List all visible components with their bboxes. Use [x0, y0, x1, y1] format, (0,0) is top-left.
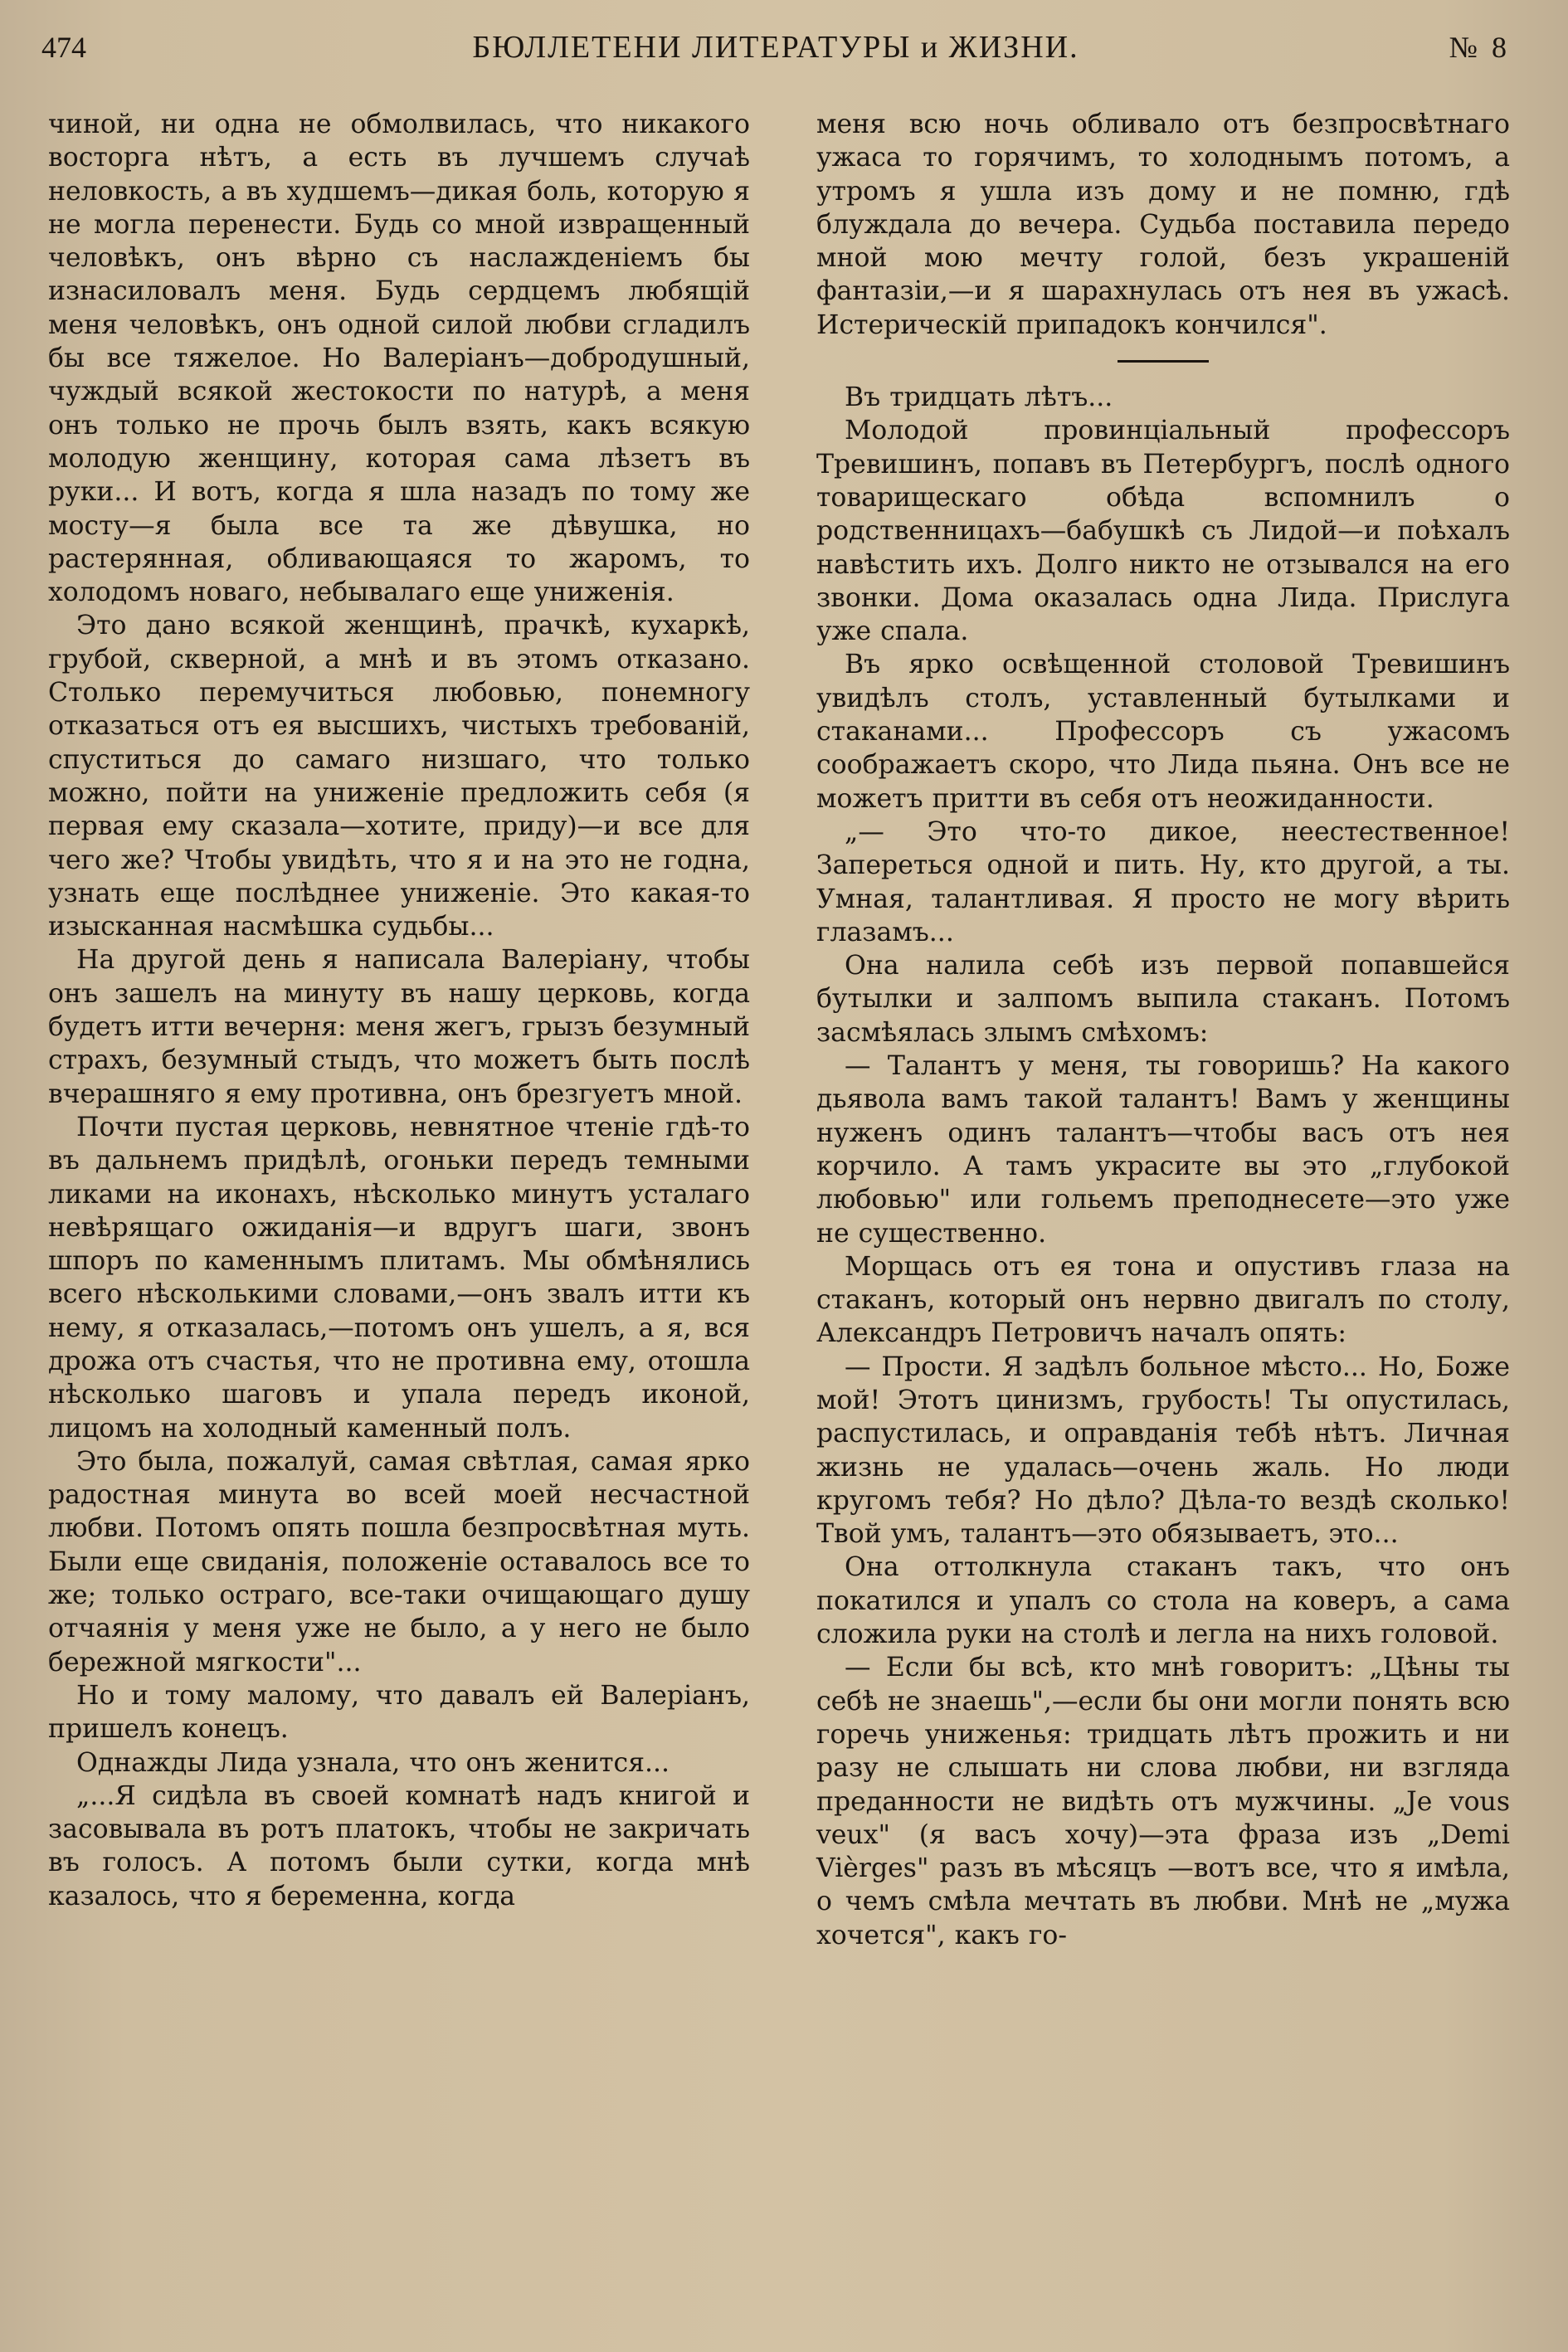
issue-number: № 8 [1449, 31, 1510, 64]
paragraph: Но и тому малому, что давалъ ей Валеріанъ, пришелъ конецъ. [48, 1680, 750, 1745]
page-number: 474 [41, 31, 86, 64]
paragraph: Однажды Лида узнала, что онъ женится... [76, 1747, 670, 1778]
paragraph: — Талантъ у меня, ты говоришь? На какого дьявола вамъ такой талантъ! Вамъ у женщины нуженъ одинъ талантъ—чтобы васъ отъ нея корчило. А тамъ украсите вы это „глубокой любовью" или гольемъ преподнесете—это уже не существенно. [816, 1051, 1510, 1249]
page-header [41, 23, 1510, 71]
section-divider [1118, 360, 1209, 363]
paragraph: Она оттолкнула стаканъ такъ, что онъ покатился и упалъ со стола на коверъ, а сама сложила руки на столѣ и легла на нихъ головой. [816, 1552, 1510, 1650]
paragraph: Это дано всякой женщинѣ, прачкѣ, кухаркѣ, грубой, скверной, а мнѣ и въ этомъ отказано. Столько перемучиться любовью, понемногу отказаться отъ ея высшихъ, чистыхъ требованій, спуститься до самаго низшаго, что только можно, пойти на униженіе предложить себя (я первая ему сказала—хотите, приду)—и все для чего же? Чтобы увидѣть, что я и на это не годна, узнать еще послѣднее униженіе. Это какая-то изысканная насмѣшка судьбы... [48, 611, 750, 942]
paragraph: „...Я сидѣла въ своей комнатѣ надъ книгой и засовывала въ ротъ платокъ, чтобы не закричать въ голосъ. А потомъ были сутки, когда мнѣ казалось, что я беременна, когда [48, 1780, 750, 1911]
paragraph: Морщась отъ ея тона и опустивъ глаза на стаканъ, который онъ нервно двигалъ по столу, Александръ Петровичъ началъ опять: [816, 1251, 1510, 1349]
paragraph: На другой день я написала Валеріану, чтобы онъ зашелъ на минуту въ нашу церковь, когда будетъ итти вечерня: меня жегъ, грызъ безумный страхъ, безумный стыдъ, что можетъ быть послѣ вчерашняго я ему противна, онъ брезгуетъ мной. [48, 945, 750, 1109]
paragraph: Это была, пожалуй, самая свѣтлая, самая ярко радостная минута во всей моей несчастной любви. Потомъ опять пошла безпросвѣтная муть. Были еще свиданія, положеніе оставалось все то же; только остраго, все-таки очищающаго душу отчаянія у меня уже не было, а у него не было бережной мягкости"... [48, 1446, 750, 1678]
paragraph: Въ ярко освѣщенной столовой Тревишинъ увидѣлъ столъ, уставленный бутылками и стаканами... Профессоръ съ ужасомъ соображаетъ скоро, что Лида пьяна. Онъ все не можетъ притти въ себя отъ неожиданности. [816, 650, 1510, 814]
left-column [48, 108, 750, 1913]
paragraph: Она налила себѣ изъ первой попавшейся бутылки и залпомъ выпила стаканъ. Потомъ засмѣялась злымъ смѣхомъ: [816, 951, 1510, 1048]
paragraph: Молодой провинціальный профессоръ Тревишинъ, попавъ въ Петербургъ, послѣ одного товарищескаго обѣда вспомнилъ о родственницахъ—бабушкѣ съ Лидой—и поѣхалъ навѣстить ихъ. Долго никто не отзывался на его звонки. Дома оказалась одна Лида. Прислуга уже спала. [816, 416, 1510, 647]
paragraph: „— Это что-то дикое, неестественное! Запереться одной и пить. Ну, кто другой, а ты. Умная, талантливая. Я просто не могу вѣрить глазамъ... [816, 816, 1510, 947]
paragraph: — Прости. Я задѣлъ больное мѣсто... Но, Боже мой! Этотъ цинизмъ, грубость! Ты опустилась, распустилась, и оправданія тебѣ нѣтъ. Личная жизнь не удалась—очень жаль. Но люди кругомъ тебя? Но дѣло? Дѣла-то вездѣ сколько! Твой умъ, талантъ—это обязываетъ, это... [816, 1351, 1510, 1550]
paragraph: Почти пустая церковь, невнятное чтеніе гдѣ-то въ дальнемъ придѣлѣ, огоньки передъ темными ликами на иконахъ, нѣсколько минутъ усталаго невѣрящаго ожиданія—и вдругъ шаги, звонъ шпоръ по каменнымъ плитамъ. Мы обмѣнялись всего нѣсколькими словами,—онъ звалъ итти къ нему, я отказалась,—потомъ онъ ушелъ, а я, вся дрожа отъ счастья, что не противна ему, отошла нѣсколько шаговъ и упала передъ иконой, лицомъ на холодный каменный полъ. [48, 1112, 750, 1444]
right-column [816, 108, 1510, 1952]
paragraph: — Если бы всѣ, кто мнѣ говоритъ: „Цѣны ты себѣ не знаешь",—если бы они могли понять всю горечь униженья: тридцать лѣтъ прожить и ни разу не слышать ни слова любви, ни взгляда преданности не видѣть отъ мужчины. „Je vous veux" (я васъ хочу)—эта фраза изъ „Demi Vièrges" разъ въ мѣсяцъ —вотъ все, что я имѣла, о чемъ смѣла мечтать въ любви. Мнѣ не „мужа хочется", какъ го- [816, 1653, 1510, 1950]
section-heading: Въ тридцать лѣтъ... [845, 382, 1113, 413]
paragraph: чиной, ни одна не обмолвилась, что никакого восторга нѣтъ, а есть въ лучшемъ случаѣ неловкость, а въ худшемъ—дикая боль, которую я не могла перенести. Будь со мной извращенный человѣкъ, онъ вѣрно съ наслажденіемъ бы изнасиловалъ меня. Будь сердцемъ любящій меня человѣкъ, онъ одной силой любви сгладилъ бы все тяжелое. Но Валеріанъ—добродушный, чуждый всякой жестокости по натурѣ, а меня онъ только не прочь былъ взять, какъ всякую молодую женщину, которая сама лѣзетъ въ руки... И вотъ, когда я шла назадъ по тому же мосту—я была все та же дѣвушка, но растерянная, обливающаяся то жаромъ, то холодомъ новаго, небывалаго еще униженія. [48, 110, 750, 608]
running-title: БЮЛЛЕТЕНИ ЛИТЕРАТУРЫ и ЖИЗНИ. [472, 30, 1079, 65]
paragraph: меня всю ночь обливало отъ безпросвѣтнаго ужаса то горячимъ, то холоднымъ потомъ, а утромъ я ушла изъ дому и не помню, гдѣ блуждала до вечера. Судьба поставила передо мной мою мечту голой, безъ украшеній фантазіи,—и я шарахнулась отъ нея въ ужасѣ. Истерическій припадокъ кончился". [816, 110, 1510, 340]
